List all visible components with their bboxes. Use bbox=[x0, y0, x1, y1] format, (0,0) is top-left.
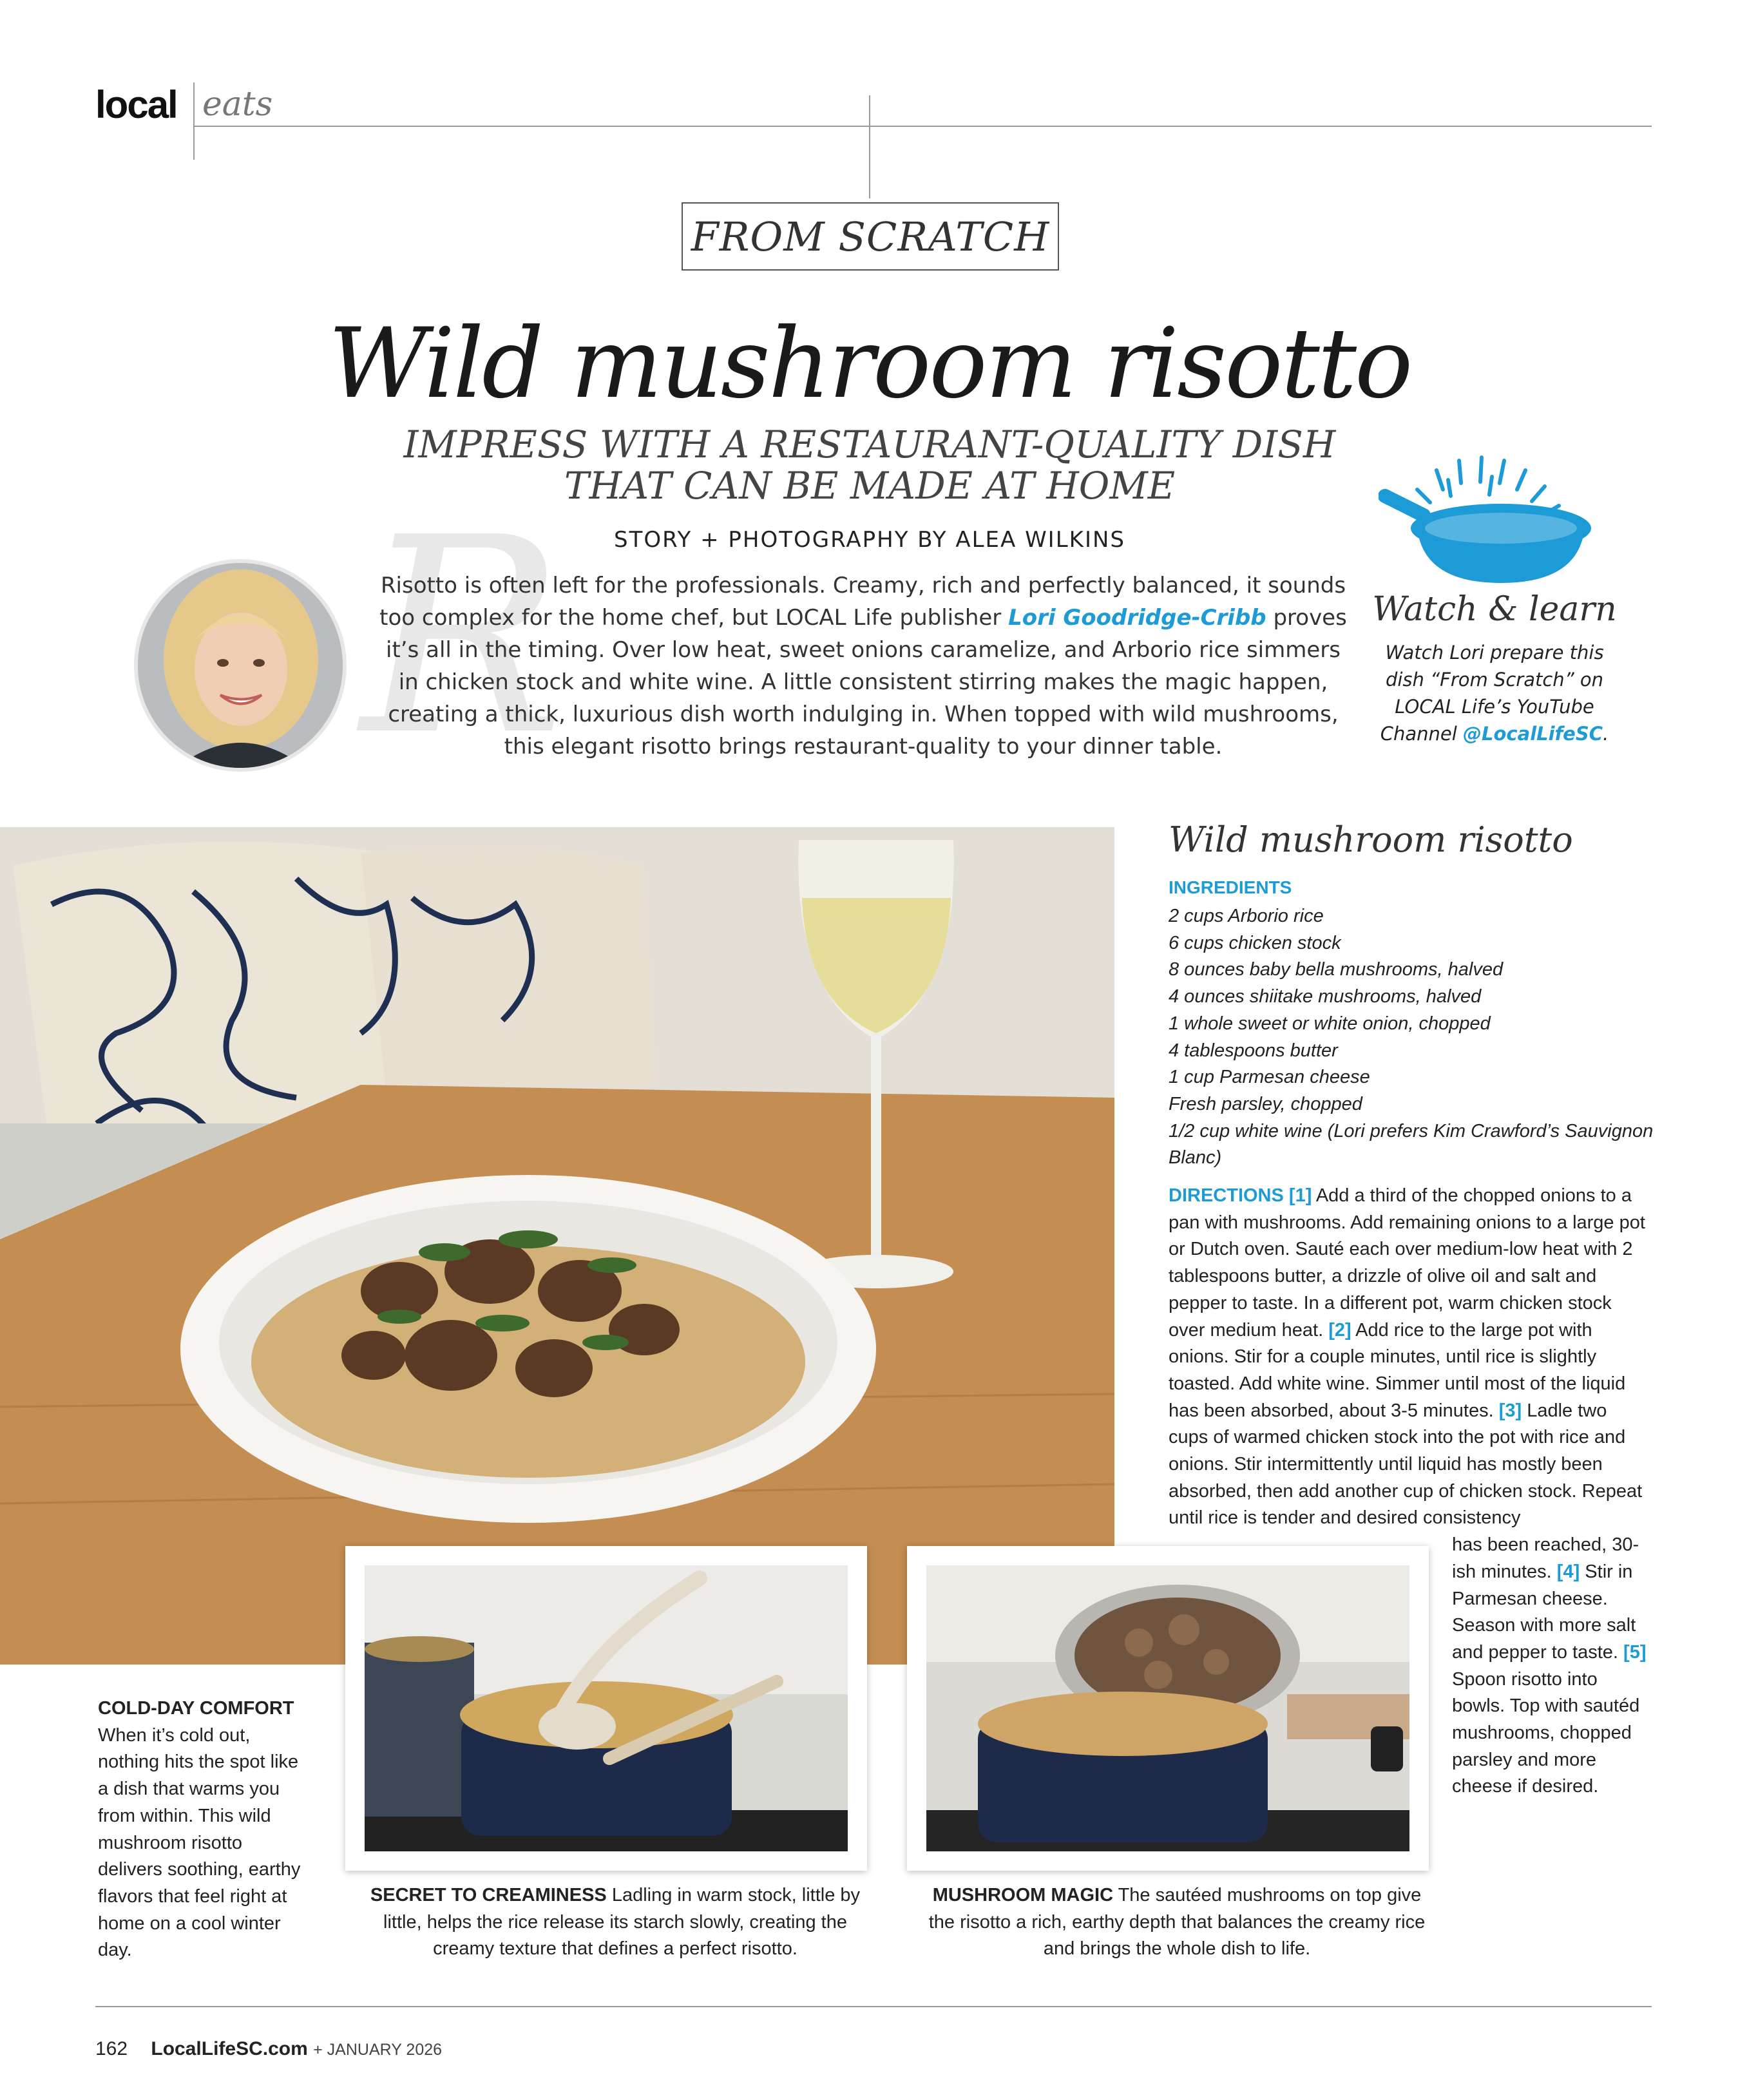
step-number: [1] bbox=[1288, 1185, 1312, 1206]
footer bbox=[95, 2038, 442, 2060]
watch-end: . bbox=[1603, 723, 1609, 745]
kicker-text: FROM SCRATCH bbox=[691, 213, 1050, 260]
step-text: has been reached, 30-ish minutes. bbox=[1452, 1534, 1639, 1582]
photo-caption bbox=[922, 1882, 1431, 1963]
brand-divider bbox=[193, 82, 195, 160]
author-portrait bbox=[134, 559, 347, 772]
ingredients-list bbox=[1169, 903, 1658, 1172]
photo-caption bbox=[361, 1882, 870, 1963]
header-rule bbox=[193, 126, 1652, 127]
caption-text: Ladling in warm stock, little by little, helps the rice release its starch slowly, creating the creamy texture that defines a perfect risotto. bbox=[383, 1885, 861, 1960]
intro-paragraph bbox=[374, 569, 1353, 763]
byline: STORY + PHOTOGRAPHY BY ALEA WILKINS bbox=[613, 527, 1125, 553]
ladling-stock-photo bbox=[345, 1546, 867, 1871]
watch-body bbox=[1372, 639, 1617, 747]
brand-logo: local bbox=[95, 83, 177, 126]
ingredient-item: 1 whole sweet or white onion, chopped bbox=[1169, 1013, 1491, 1034]
ingredient-item: 4 tablespoons butter bbox=[1169, 1040, 1338, 1061]
step-number: [4] bbox=[1556, 1561, 1580, 1582]
step-text: Add a third of the chopped onions to a pan with mushrooms. Add remaining onions to a large pot or Dutch oven. Sauté each over medium-low heat with 2 tablespoons butter, a drizzle of olive oil and salt and pepper to taste. In a different pot, warm chicken stock over medium heat. bbox=[1169, 1185, 1645, 1341]
dek: IMPRESS WITH A RESTAURANT-QUALITY DISH THAT CAN BE MADE AT HOME bbox=[403, 423, 1336, 508]
ingredient-item: 1/2 cup white wine (Lori prefers Kim Crawford’s Sauvignon Blanc) bbox=[1169, 1120, 1654, 1169]
step-number: [3] bbox=[1498, 1400, 1522, 1421]
ingredient-item: 8 ounces baby bella mushrooms, halved bbox=[1169, 959, 1504, 980]
step-text: Spoon risotto into bowls. Top with sautéd mushrooms, chopped parsley and more cheese if desired. bbox=[1452, 1668, 1640, 1797]
author-name: Lori Goodridge-Cribb bbox=[1008, 605, 1266, 631]
ingredient-item: 6 cups chicken stock bbox=[1169, 932, 1341, 953]
step-text: Stir in Parmesan cheese. Season with more salt and pepper to taste. bbox=[1452, 1561, 1636, 1663]
ingredient-item: 4 ounces shiitake mushrooms, halved bbox=[1169, 986, 1482, 1007]
caption-text: The sautéed mushrooms on top give the risotto a rich, earthy depth that balances the creamy rice and brings the whole dish to life. bbox=[928, 1885, 1426, 1960]
step-number: [2] bbox=[1328, 1319, 1351, 1341]
intro-text-start: Risotto is often left for the professionals. Creamy, rich and perfectly balanced, it sounds too complex for the home chef, but LOCAL Life publisher bbox=[379, 573, 1346, 631]
watch-text: Watch Lori prepare this dish “From Scratch” on LOCAL Life’s YouTube Channel bbox=[1380, 642, 1604, 745]
step-text: Add rice to the large pot with onions. Stir for a couple minutes, until rice is slightly toasted. Add white wine. Simmer until most of the liquid has been absorbed, about 3-5 minutes. bbox=[1169, 1319, 1626, 1421]
page-number: 162 bbox=[95, 2038, 128, 2059]
sidebar-title: COLD-DAY COMFORT bbox=[98, 1698, 294, 1719]
step-number: [5] bbox=[1623, 1641, 1647, 1663]
adding-mushrooms-photo bbox=[907, 1546, 1429, 1871]
step-text: Ladle two cups of warmed chicken stock into the pot with rice and onions. Stir intermittently until liquid has mostly been absorbed, then add another cup of chicken stock. Repeat until rice is tender and desired consistency bbox=[1169, 1400, 1643, 1529]
intro-text-end: proves it’s all in the timing. Over low heat, sweet onions caramelize, and Arborio rice simmers in chicken stock and white wine. A little consistent stirring makes the magic happen, creating a thick, luxurious dish worth indulging in. When topped with wild mushrooms, this elegant risotto brings restaurant-quality to your dinner table. bbox=[386, 605, 1347, 759]
directions-label: DIRECTIONS bbox=[1169, 1185, 1284, 1206]
ingredients-label: INGREDIENTS bbox=[1169, 877, 1292, 897]
website-link[interactable]: LocalLifeSC.com bbox=[151, 2038, 308, 2059]
sidebar-box bbox=[98, 1695, 304, 1964]
caption-title: SECRET TO CREAMINESS bbox=[370, 1885, 607, 1905]
recipe-title: Wild mushroom risotto bbox=[1169, 819, 1573, 860]
skillet-icon bbox=[1379, 444, 1591, 593]
caption-title: MUSHROOM MAGIC bbox=[932, 1885, 1114, 1905]
directions-narrow bbox=[1452, 1532, 1649, 1800]
issue-date: + JANUARY 2026 bbox=[313, 2041, 443, 2059]
page-title: Wild mushroom risotto bbox=[328, 308, 1411, 420]
watch-title: Watch & learn bbox=[1372, 590, 1617, 629]
ingredient-item: 1 cup Parmesan cheese bbox=[1169, 1067, 1370, 1088]
ingredient-item: 2 cups Arborio rice bbox=[1169, 906, 1324, 926]
footer-rule bbox=[95, 2006, 1652, 2007]
main-risotto-photo bbox=[0, 827, 1114, 1665]
drop-cap: R bbox=[361, 480, 565, 795]
header-vertical-rule bbox=[869, 95, 870, 198]
section-label: eats bbox=[202, 85, 273, 124]
kicker-box bbox=[682, 202, 1059, 271]
directions-wide bbox=[1169, 1183, 1649, 1532]
youtube-handle-link[interactable]: @LocalLifeSC bbox=[1463, 723, 1603, 745]
ingredient-item: Fresh parsley, chopped bbox=[1169, 1093, 1362, 1114]
sidebar-text: When it’s cold out, nothing hits the spot like a dish that warms you from within. This wild mushroom risotto delivers soothing, earthy flavors that feel right at home on a cool winter day. bbox=[98, 1724, 301, 1961]
